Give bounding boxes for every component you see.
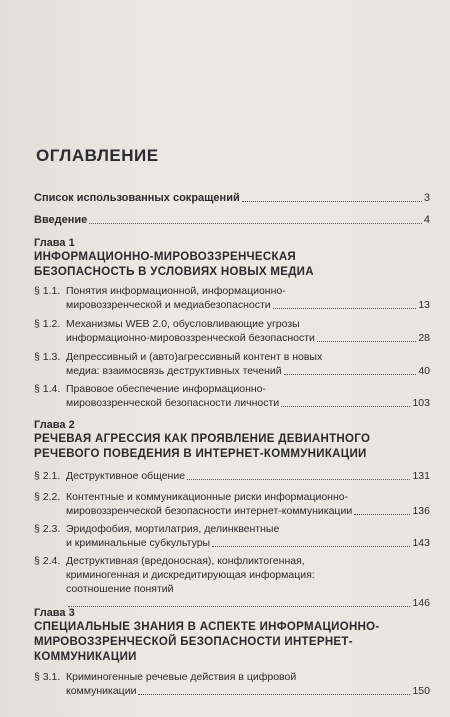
section-text: мировоззренческой безопасности личности [66, 397, 280, 409]
section-text: Эридофобия, мортилатрия, делинквентные [66, 523, 280, 535]
section-text: и криминальные субкультуры [66, 537, 211, 549]
section-number: § 1.1. [34, 285, 61, 297]
page-number: 40 [418, 365, 430, 377]
section-text: Понятия информационной, информационно- [66, 285, 286, 297]
section-number: § 1.3. [34, 351, 61, 363]
chapter-title-line: РЕЧЕВАЯ АГРЕССИЯ КАК ПРОЯВЛЕНИЕ ДЕВИАНТНОГО [34, 433, 371, 445]
chapter-label: Глава 2 [34, 419, 75, 431]
chapter-title-line: ИНФОРМАЦИОННО-МИРОВОЗЗРЕНЧЕСКАЯ [34, 251, 297, 263]
toc-section-3-1[interactable] [34, 670, 430, 698]
chapter-2-heading[interactable] [34, 418, 430, 462]
section-text: Правовое обеспечение информационно- [66, 383, 267, 395]
page-number: 13 [418, 299, 430, 311]
section-number: § 2.1. [34, 470, 61, 482]
page-number: 146 [412, 597, 430, 609]
leader-dots [281, 406, 410, 407]
leader-dots [317, 341, 416, 342]
leader-dots [242, 201, 422, 202]
page-title: ОГЛАВЛЕНИЕ [36, 146, 159, 165]
toc-section-2-2[interactable] [34, 490, 430, 518]
toc-section-1-4[interactable] [34, 382, 430, 410]
leader-dots [187, 479, 410, 480]
chapter-title-line: КОММУНИКАЦИИ [34, 651, 137, 663]
section-text: соотношение понятий [66, 583, 174, 595]
toc-section-1-1[interactable] [34, 284, 430, 312]
leader-dots [212, 546, 410, 547]
chapter-title-line: СПЕЦИАЛЬНЫЕ ЗНАНИЯ В АСПЕКТЕ ИНФОРМАЦИОННО- [34, 621, 380, 633]
leader-dots [354, 514, 410, 515]
section-text: Деструктивное общение [66, 470, 186, 482]
entry-label: Введение [34, 214, 88, 226]
chapter-label: Глава 1 [34, 237, 75, 249]
page-number: 131 [412, 470, 430, 482]
chapter-title-line: МИРОВОЗЗРЕНЧЕСКОЙ БЕЗОПАСНОСТИ ИНТЕРНЕТ- [34, 636, 353, 648]
section-text: Механизмы WEB 2.0, обусловливающие угрозы [66, 318, 300, 330]
section-text: Контентные и коммуникационные риски информационно- [66, 491, 349, 503]
section-text: мировоззренческой безопасности интернет-коммуникации [66, 505, 353, 517]
chapter-label: Глава 3 [34, 607, 75, 619]
page-number: 4 [423, 214, 430, 226]
page-number: 28 [418, 332, 430, 344]
section-text: Криминогенные речевые действия в цифровой [66, 671, 297, 683]
leader-dots [273, 308, 417, 309]
section-number: § 3.1. [34, 671, 61, 683]
section-number: § 1.4. [34, 383, 61, 395]
section-number: § 2.4. [34, 555, 61, 567]
page-number: 143 [412, 537, 430, 549]
page-number: 103 [412, 397, 430, 409]
section-text: мировоззренческой и медиабезопасности [66, 299, 271, 311]
page-number: 150 [412, 685, 430, 697]
chapter-title-line: РЕЧЕВОГО ПОВЕДЕНИЯ В ИНТЕРНЕТ-КОММУНИКАЦИИ [34, 448, 367, 460]
entry-label: Список использованных сокращений [34, 192, 240, 204]
section-number: § 2.2. [34, 491, 61, 503]
toc-entry-introduction[interactable] [34, 213, 430, 227]
section-text: Депрессивный и (авто)агрессивный контент в новых [66, 351, 323, 363]
section-text: Деструктивная (вредоносная), конфликтогенная, [66, 555, 305, 567]
section-text: коммуникации [66, 685, 137, 697]
chapter-title-line: БЕЗОПАСНОСТЬ В УСЛОВИЯХ НОВЫХ МЕДИА [34, 266, 314, 278]
section-number: § 2.3. [34, 523, 61, 535]
section-number: § 1.2. [34, 318, 61, 330]
toc-section-2-3[interactable] [34, 522, 430, 550]
leader-dots [89, 223, 422, 224]
chapter-1-heading[interactable] [34, 236, 430, 280]
toc-section-2-1[interactable] [34, 469, 430, 483]
leader-dots [138, 694, 410, 695]
toc-section-2-4[interactable] [34, 554, 430, 610]
toc-entry-abbreviations[interactable] [34, 191, 430, 205]
section-text: информационно-мировоззренческой безопасности [66, 332, 315, 344]
toc-section-1-2[interactable] [34, 317, 430, 345]
leader-dots [284, 374, 417, 375]
section-text: медиа: взаимосвязь деструктивных течений [66, 365, 282, 377]
page-number: 136 [412, 505, 430, 517]
chapter-3-heading[interactable] [34, 606, 430, 665]
section-text: криминогенная и дискредитирующая информация: [66, 569, 315, 581]
toc-section-1-3[interactable] [34, 350, 430, 378]
page-number: 3 [423, 192, 430, 204]
